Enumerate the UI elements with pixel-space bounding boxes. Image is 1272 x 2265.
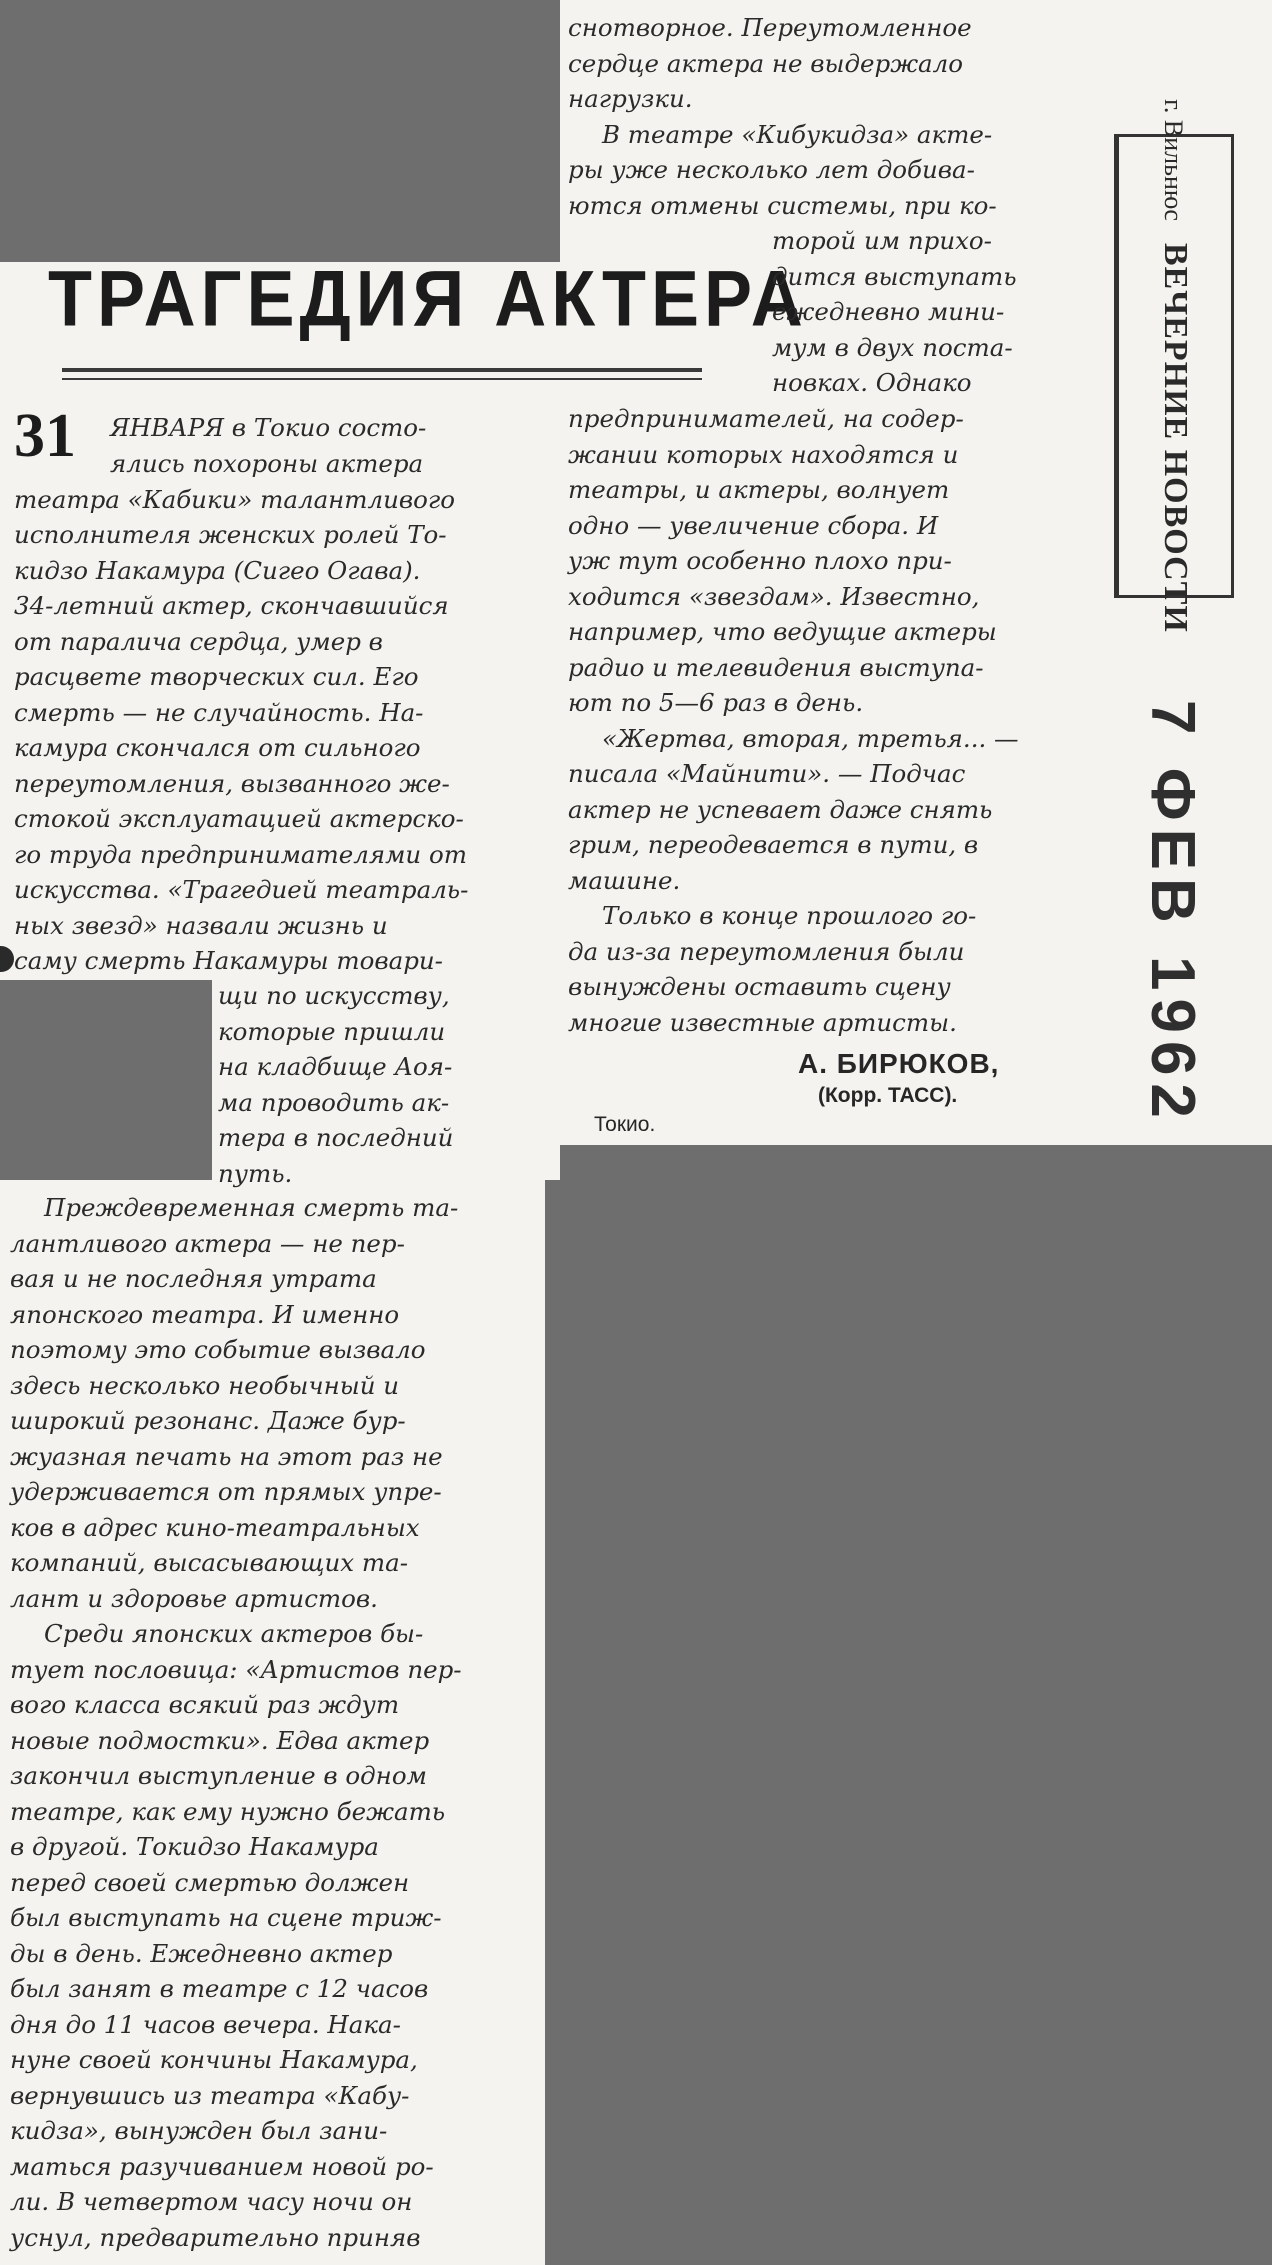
text-line: перед своей смертью должен xyxy=(10,1867,410,1897)
text-line: вая и не последняя утрата xyxy=(10,1264,377,1293)
text-line: от паралича сердца, умер в xyxy=(14,626,383,656)
text-line: был занят в театре с 12 часов xyxy=(10,1974,429,2003)
author-name: А. БИРЮКОВ, xyxy=(798,1048,1000,1079)
text-line: был выступать на сцене триж- xyxy=(10,1903,442,1932)
headline-rule-top xyxy=(62,368,702,372)
text-line: ды в день. Ежедневно актер xyxy=(10,1938,393,1968)
text-line: ежедневно мини- xyxy=(772,297,1005,326)
text-line: смерть — не случайность. На- xyxy=(14,697,424,727)
text-line: уж тут особенно плохо при- xyxy=(568,546,952,575)
text-line: торой им прихо- xyxy=(772,226,992,255)
text-line: театре, как ему нужно бежать xyxy=(10,1796,446,1826)
text-line: кидза», вынужден был зани- xyxy=(10,2116,388,2145)
text-line: Среди японских актеров бы- xyxy=(44,1619,424,1648)
column-left-narrow xyxy=(218,978,548,1191)
text-line: переутомления, вызванного же- xyxy=(14,768,450,798)
text-line: на кладбище Аоя- xyxy=(218,1052,453,1081)
text-line: например, что ведущие актеры xyxy=(568,617,997,646)
masthead-city: г. Вильнюс xyxy=(1159,99,1188,221)
headline: ТРАГЕДИЯ АКТЕРА xyxy=(48,255,808,343)
text-line: искусства. «Трагедией театраль- xyxy=(14,875,469,904)
text-line: вынуждены оставить сцену xyxy=(568,972,951,1001)
text-line: широкий резонанс. Даже бур- xyxy=(10,1406,406,1435)
text-line: компаний, высасывающих та- xyxy=(10,1548,409,1577)
text-line: театры, и актеры, волнует xyxy=(568,475,950,504)
text-line: многие известные артисты. xyxy=(568,1007,957,1037)
text-line: японского театра. И именно xyxy=(10,1299,400,1329)
text-line: удерживается от прямых упре- xyxy=(10,1477,442,1506)
text-line: ков в адрес кино-театральных xyxy=(10,1512,420,1542)
column-right-top xyxy=(568,10,1096,223)
text-line: го труда предпринимателями от xyxy=(14,839,467,869)
text-line: мум в двух поста- xyxy=(772,332,1013,362)
text-line: камура скончался от сильного xyxy=(14,733,421,762)
text-line: в другой. Токидзо Накамура xyxy=(10,1832,379,1861)
text-line: здесь несколько необычный и xyxy=(10,1370,400,1400)
text-line: ных звезд» назвали жизнь и xyxy=(14,910,388,940)
column-left-body xyxy=(14,446,542,979)
text-line: жуазная печать на этот раз не xyxy=(10,1441,443,1471)
text-line: ЯНВАРЯ в Токио состо- xyxy=(110,413,427,442)
text-line: закончил выступление в одном xyxy=(10,1761,427,1790)
text-line: саму смерть Накамуры товари- xyxy=(14,946,443,975)
text-line: ры уже несколько лет добива- xyxy=(568,155,975,184)
text-line: грим, переодевается в пути, в xyxy=(568,830,979,859)
text-line: маться разучиванием новой ро- xyxy=(10,2151,434,2181)
text-line: предпринимателей, на содер- xyxy=(568,404,964,433)
text-line: ма проводить ак- xyxy=(218,1087,450,1117)
text-line: одно — увеличение сбора. И xyxy=(568,510,939,540)
text-line: Преждевременная смерть та- xyxy=(44,1193,459,1222)
text-line: нуне своей кончины Накамура, xyxy=(10,2045,418,2074)
text-line: 34-летний актер, скончавшийся xyxy=(14,591,449,620)
date-stamp: 7 ФЕВ 1962 xyxy=(1138,700,1207,1126)
masthead-title: ВЕЧЕРНИЕ НОВОСТИ xyxy=(1157,242,1194,633)
column-bottom-left xyxy=(10,1190,538,2255)
text-line: лант и здоровье артистов. xyxy=(10,1583,378,1613)
text-line: жании которых находятся и xyxy=(568,439,959,469)
text-line: снотворное. Переутомленное xyxy=(568,13,972,42)
text-line: расцвете творческих сил. Его xyxy=(14,662,419,691)
text-line: кидзо Накамура (Сигео Огава). xyxy=(14,555,421,585)
text-line: машине. xyxy=(568,865,681,895)
text-line: уснул, предварительно приняв xyxy=(10,2222,421,2252)
headline-rule-bottom xyxy=(62,378,702,380)
text-line: дня до 11 часов вечера. Нака- xyxy=(10,2009,401,2039)
text-line: В театре «Кибукидза» акте- xyxy=(602,119,993,149)
dateline: Токио. xyxy=(594,1113,656,1136)
text-line: ются отмены системы, при ко- xyxy=(568,190,997,220)
text-line: дится выступать xyxy=(772,261,1017,291)
text-line: Только в конце прошлого го- xyxy=(602,901,977,930)
text-line: путь. xyxy=(218,1158,293,1188)
text-line: новые подмостки». Едва актер xyxy=(10,1725,430,1755)
text-line: да из-за переутомления были xyxy=(568,936,965,966)
text-line: ли. В четвертом часу ночи он xyxy=(10,2187,413,2216)
text-line: ялись похороны актера xyxy=(110,449,424,478)
text-line: поэтому это событие вызвало xyxy=(10,1335,426,1364)
text-line: лантливого актера — не пер- xyxy=(10,1228,405,1258)
masthead-text xyxy=(1156,99,1194,633)
author-role: (Корр. ТАСС). xyxy=(818,1084,958,1107)
text-line: радио и телевидения выступа- xyxy=(568,652,984,682)
text-line: щи по искусству, xyxy=(218,981,450,1010)
text-line: сердце актера не выдержало xyxy=(568,48,964,78)
text-line: новках. Однако xyxy=(772,368,972,397)
column-right-bottom xyxy=(568,401,1096,1040)
drop-cap: 31 xyxy=(14,402,76,470)
text-line: вого класса всякий раз ждут xyxy=(10,1690,400,1719)
text-line: тует пословица: «Артистов пер- xyxy=(10,1654,462,1684)
column-left xyxy=(110,410,542,446)
text-line: писала «Майнити». — Подчас xyxy=(568,759,966,788)
text-line: ходится «звездам». Известно, xyxy=(568,581,980,611)
text-line: которые пришли xyxy=(218,1016,446,1046)
masthead-box xyxy=(1114,99,1234,633)
text-line: актер не успевает даже снять xyxy=(568,794,993,824)
text-line: театра «Кабики» талантливого xyxy=(14,484,456,514)
text-line: нагрузки. xyxy=(568,84,693,113)
text-line: «Жертва, вторая, третья... — xyxy=(602,723,1019,753)
text-line: исполнителя женских ролей То- xyxy=(14,520,447,549)
text-line: вернувшись из театра «Кабу- xyxy=(10,2080,410,2110)
text-line: стокой эксплуатацией актерско- xyxy=(14,804,464,833)
text-line: тера в последний xyxy=(218,1123,454,1152)
text-line: ют по 5—6 раз в день. xyxy=(568,688,864,717)
column-right-narrow xyxy=(772,223,1096,401)
